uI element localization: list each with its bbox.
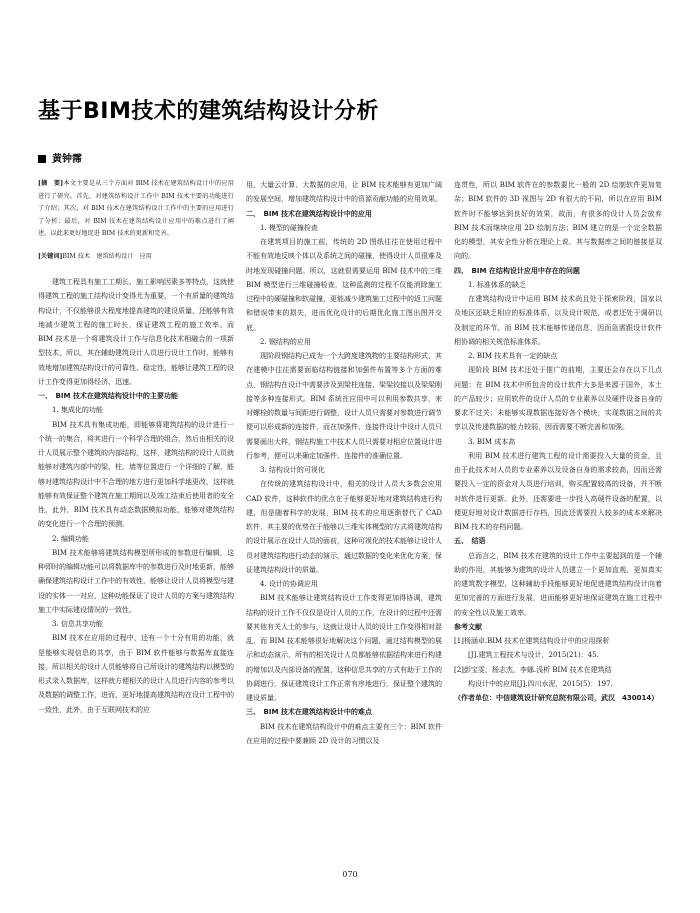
paragraph: BIM 技术能够让建筑结构设计工作变得更加得协调，建筑结构的设计工作不仅仅是设计人员的工作，在设计的过程中还需要其他有关人士的参与，这就让设计人员的设计工作变得相对混乱，而 BIM 技术能够很好地解决这个问题，通过结构模型的展示和动态演示，所有的相关设计人员都能够依据结构来进行构建的增加以及内部设备的配置，这种信息共享的方式有助于工作的协调进行，保证建筑设计工作正常有序地进行，保证整个建筑的建设质量。	[246, 594, 442, 702]
paragraph: 现阶段钢结构已成为一个大跨度建筑物的主要结构形式，其在建模中往往需要面临结构链接和加强件布置等多个方面的难点，钢结构在设计中需要涉及到梁柱连接、梁梁铰接以及梁梁刚接等多种连接形式。BIM 系统在应用中可以利用参数共享，来对螺栓的数量与间距进行调整，设计人员只需要对参数进行调节便可以形成新的连接件，而在加强件、连接件设计中设计人员只需要画出大样，钢结构施工中技术人员只需要对相应位置设计进行参考，便可以来确定加强件、连接件的准确位置。	[246, 352, 442, 460]
paragraph: 利用 BIM 技术进行建筑工程的设计需要投入大量的资金，且由于此技术对人员的专业素养以及设备自身的需求较高，因而还需要投入一定的资金对人员进行培训，购买配置较高的设备，并不断对软件进行更新。此外，还需要进一步投入高硬件设备的配置，以便更好地对设计数据进行存档，因此还需要投入较多的成本来解决 BIM 技术的存档问题。	[454, 451, 662, 531]
paragraph: BIM 技术在应用的过程中，还有一个十分有用的功能，就是能够实现信息的共享，由于 BIM 软件能够与数据库直接连接，所以相关的设计人员能够将自己所设计的建筑结构以模型的形式录入数据库，这样就方便相关的设计人员进行内容的参考以及数据的调整工作，进而，更好地提高建筑结构在设计工程中的一致性，此外，由于互联网技术的应	[38, 634, 234, 714]
abstract-text: 本文主要是从三个方面对 BIM 技术在建筑结构设计中的应用进行了研究。首先，对建筑结构设计工作中 BIM 技术主要的功能进行了介绍；其次，对 BIM 技术在建筑结构设计工作中的主要的应用进行了分析；最后，对 BIM 技术在建筑结构设计应用中的难点进行了阐述，以此来更好地促进 BIM 技术的更新和完善。	[38, 180, 234, 237]
references-heading: 参考文献	[454, 622, 482, 631]
section-heading-4: 四、 BIM 在结构设计应用中存在的问题	[454, 266, 580, 275]
paragraph: BIM 技术能够将建筑结构模型所形成的参数进行编辑，这种即时的编辑功能可以将数据库中的参数进行及时地更新，能够确保建筑结构设计工作中的有效性，能够让设计人员将模型与建设的实体一一对应，这种功能保证了设计人员的方案与建筑结构施工中实际建设情况的一致性。	[38, 548, 234, 614]
paragraph: 现阶段 BIM 技术还处于推广的前期，主要还会存在以下几点问题：在 BIM 技术中所包含的设计软件大多是来源于国外，本土的产品较少；应用软件的设计人员的专业素养以及硬件设备自身的要求不过关；未能够实现数据连接好各个模块，实现数据之间的共享以及传递数据的能力较弱，因而需要不断完善和加强。	[454, 366, 662, 432]
keywords	[38, 251, 234, 264]
subheading: 3. BIM 成本高	[468, 437, 516, 446]
page-number: 070	[342, 870, 358, 879]
subheading: 1. 集成化的功能	[52, 406, 103, 415]
section-heading-1: 一、 BIM 技术在建筑结构设计中的主要功能	[38, 392, 178, 400]
abstract	[38, 178, 234, 263]
article-title: 基于BIM技术的建筑结构设计分析	[38, 99, 379, 124]
subheading: 2. 钢结构的应用	[260, 337, 311, 346]
reference-2: [2]彭宝雯，杨志杰，李娜.浅析 BIM 技术在建筑结	[454, 665, 612, 674]
subheading: 3. 信息共享功能	[52, 620, 103, 628]
abstract-paragraph	[38, 178, 234, 241]
author-affiliation: （作者单位：中信建筑设计研究总院有限公司，武汉 430014）	[454, 694, 659, 702]
paragraph: 在建筑项目的施工前，传统的 2D 图纸往往在使用过程中不能有效地反映个体以及系统之间的碰撞，使得设计人员很难及时地发现碰撞问题。所以，这就很需要运用 BIM 技术中的三维 BIM 模型进行三维碰撞检查，这种监测的过程不仅能消除施工过程中的硬碰撞和软碰撞，更能减少建筑施工过程中的返工问题和错误带来的损失，进而优化设计的后期优化施工图出图并交底。	[246, 238, 442, 332]
paragraph: 总而言之，BIM 技术在建筑的设计工作中主要起到的是一个辅助的作用，其能够为建筑的设计人员建立一个更加直观、更加真实的建筑数字模型，这种辅助手段能够更好地促进建筑结构设计向着更加完善的方面进行发展，进而能够更好地保证建筑在施工过程中的安全性以及施工效率。	[454, 551, 662, 617]
reference-2-cont: 构设计中的应用[J].四川水泥，2015(5)：197.	[468, 679, 613, 688]
paragraph: 连贯性，所以 BIM 软件在的参数要比一般的 2D 绘制软件更加复杂；BIM 软件的 3D 视图与 2D 有很大的不同，所以在应用 BIM 软件时不能够达到良好的效果，故而，有很多的设计人员会放弃 BIM 技术而继续应用 2D 绘制方法；BIM 建立的是一个完全数据化的模型，其安全性分析在理论上说，其与数据库之间的链接是双向的。	[454, 181, 662, 261]
author-line	[38, 150, 82, 165]
column-1	[38, 178, 234, 717]
paragraph: BIM 技术具有集成功能，即能够将建筑结构的设计进行一个统一的集合，将其进行一个科学合理的组合，然后由相关的设计人员展示整个建筑的内部结构，这样，建筑结构的设计人员就能够对建筑内部中的梁、柱、墙等位置进行一个详细的了解，能够对建筑结构设计中不合理的地方进行更加科学地更改，这样就能够有效保证整个建筑在施工期间以及竣工结束后使用者的安全性，此外，BIM 技术具有动态数据模拟功能，能够对建筑结构的变化进行一个合理的预测。	[38, 420, 234, 529]
paragraph: 在建筑结构设计中运用 BIM 技术尚且处于探索阶段，国家以及地区还缺乏相应的标准体系，以及设计规范，或者还处于调研以及制定的环节。而 BIM 技术能够传递信息，因而急需跟设计软件相协调的相关规范标准体系。	[454, 295, 662, 346]
paragraph: 用，大量云计算、大数据的应用，让 BIM 技术能够有更加广阔的发展空间，增加建筑结构设计中的资源贡献功能的应用效果。	[246, 181, 442, 204]
paragraph: 在传统的建筑结构设计中，相关的设计人员大多数会应用 CAD 软件，这种软件的优点在于能够更好地对建筑结构进行构建，但是随着科学的发展，BIM 技术的应用逐渐替代了 CAD 软件，其主要的优势在于能够以三维实体模型的方式将建筑结构的设计展示在设计人员的面前，这种可视化的技术能够让设计人员对建筑结构进行动态的演示，通过数据的变化来优化方案，保证建筑结构设计的质量。	[246, 480, 442, 574]
section-heading-2: 二、 BIM 技术在建筑结构设计中的应用	[246, 209, 372, 218]
section-heading-5: 五、 结语	[454, 537, 486, 546]
reference-1-cont: [J].建筑工程技术与设计，2015(21)：45.	[468, 651, 599, 660]
keywords-label: [关键词]	[38, 252, 63, 260]
author-name: 黄钟霈	[52, 154, 82, 165]
column-3	[454, 178, 662, 705]
subheading: 1. 标准体系的缺乏	[468, 280, 526, 289]
subheading: 4. 设计的协调应用	[260, 580, 318, 588]
references	[454, 634, 662, 705]
intro-paragraph: 建筑工程具有施工工期长、施工影响因素多等特点，这就使得建筑工程的施工结构设计变得尤为重要，一个有质量的建筑结构设计，不仅能够很大程度地提高建筑的建设质量，还能够有效地减少建筑工程的施工时长，保证建筑工程的施工效率。而 BIM 技术是一个将建筑设计工作与信息化技术相融合的一项新型技术，所以，其在辅助建筑设计人员进行设计工作时，能够有效地增加建筑结构设计的可靠性、稳定性，能够让建筑工程的设计工作变得更加得经济、迅速。	[38, 278, 234, 386]
subheading: 1. 模型的碰撞检查	[260, 223, 318, 232]
reference-1: [1]杨涵卓.BIM 技术在建筑结构设计中的应用探析	[454, 637, 610, 645]
keywords-text: BIM 技术 建筑结构设计 应用	[62, 252, 152, 260]
subheading: 2. 编辑功能	[52, 534, 89, 543]
subheading: 2. BIM 技术具有一定的缺点	[468, 352, 558, 360]
section-heading-3: 三、 BIM 技术在建筑结构设计中的难点	[246, 708, 372, 717]
abstract-label: [摘 要]	[38, 180, 64, 187]
paragraph: BIM 技术在建筑结构设计中的难点主要有三个：BIM 软件在应用的过程中要兼顾 2D 设计的习惯以及	[246, 722, 442, 745]
square-bullet-icon	[38, 155, 46, 163]
column-2	[246, 178, 442, 748]
subheading: 3. 结构设计的可视化	[260, 466, 325, 474]
